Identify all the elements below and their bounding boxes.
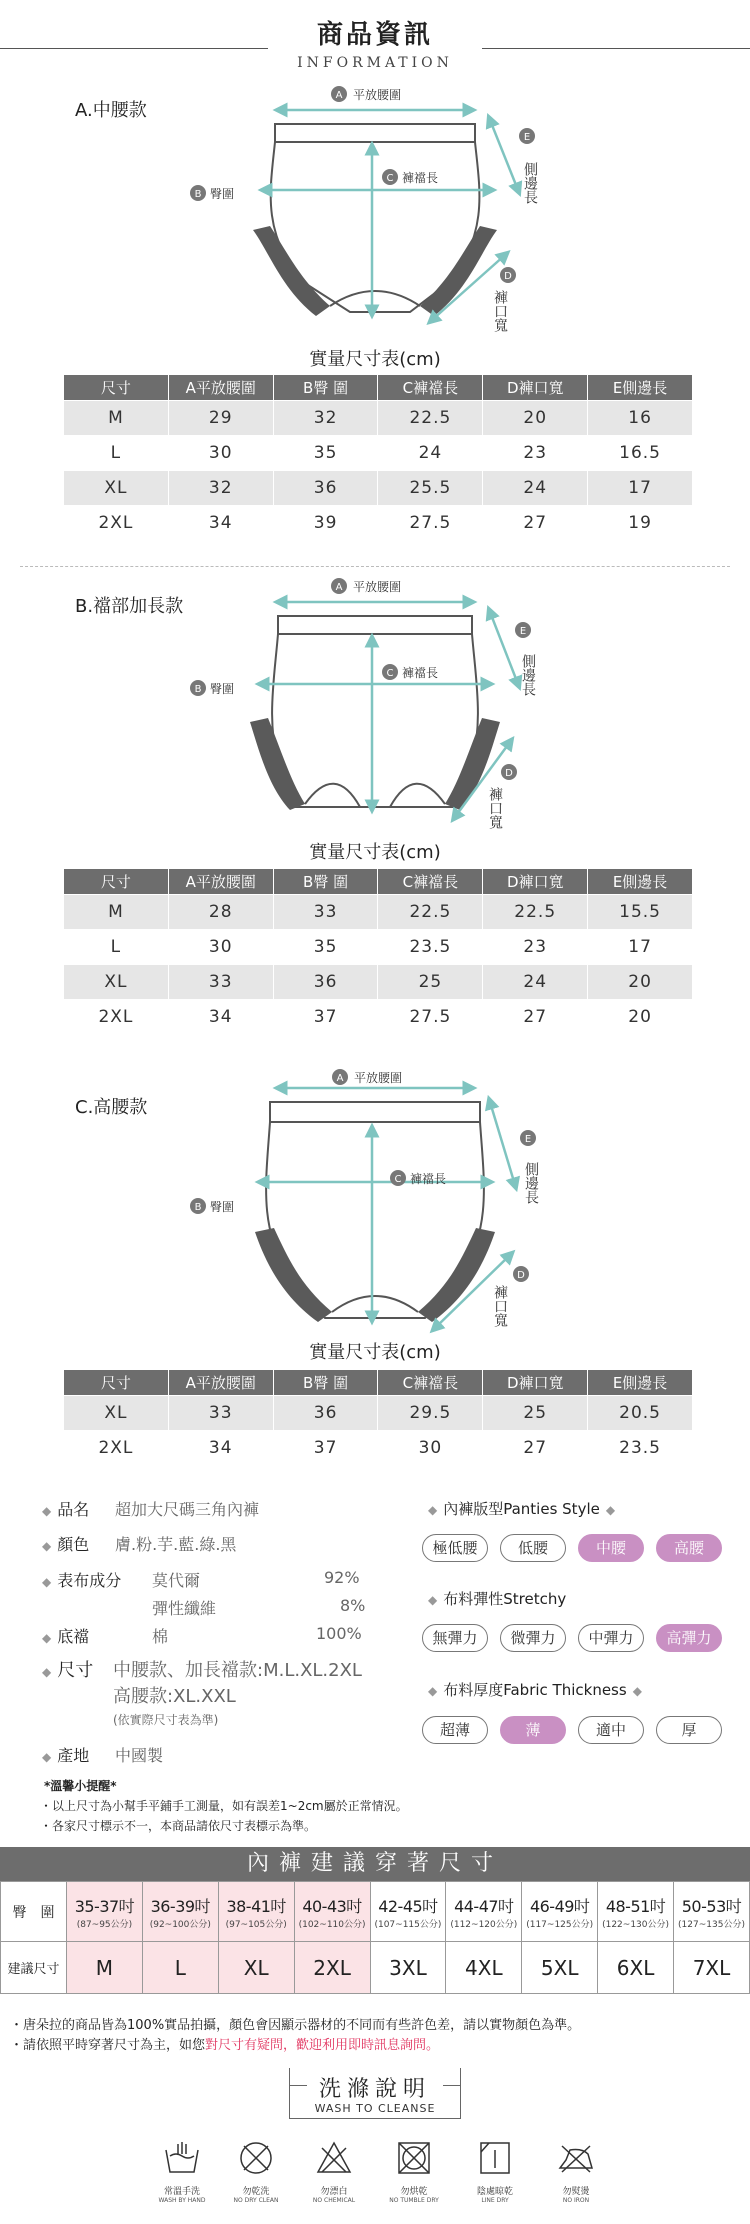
wash-item-tumble: 勿烘乾 NO TUMBLE DRY	[374, 2138, 454, 2204]
svg-text:褲襠長: 褲襠長	[410, 1172, 447, 1186]
svg-text:E: E	[523, 132, 531, 143]
no-dry-clean-icon	[236, 2138, 276, 2178]
wash-item-hand: 常溫手洗 WASH BY HAND	[142, 2138, 222, 2204]
stretch-opt-4: 高彈力	[656, 1624, 722, 1652]
table-row: 臀 圍 35-37吋 (87~95公分) 36-39吋 (92~100公分) 38-41吋 (97~105公分) 40-43吋 (102~110公分) 42-45吋 (107~115公分) 44-47吋 (112~120公分) 46-49吋 (117~125公分) 48-51吋 (122~130公分) 50-53吋 (127~135公分)	[1, 1882, 750, 1942]
diagram-a	[0, 80, 750, 340]
table-row: XL 33 36 29.5 25 20.5	[64, 1396, 693, 1431]
info-color-value: 膚.粉.芋.藍.綠.黑	[115, 1535, 237, 1554]
svg-text:E: E	[524, 1134, 532, 1145]
style-a-label: A.中腰款	[75, 100, 147, 121]
svg-text:B: B	[194, 1202, 202, 1213]
stretch-head: ◆ 布料彈性Stretchy	[428, 1590, 567, 1608]
svg-text:側邊長: 側邊長	[522, 162, 538, 204]
page-title: 商品資訊	[316, 20, 433, 50]
wash-subtitle: WASH TO CLEANSE	[314, 2102, 436, 2115]
stretch-opt-1: 無彈力	[422, 1624, 488, 1652]
wash-item-linedry: 陰處晾乾 LINE DRY	[455, 2138, 535, 2204]
footer-line-2: ・請依照平時穿著尺寸為主，如您對尺寸有疑問，歡迎利用即時訊息詢問。	[10, 2038, 440, 2053]
label-a: A	[335, 90, 343, 101]
wash-item-iron: 勿熨燙 NO IRON	[536, 2138, 616, 2204]
diagram-c	[0, 1060, 750, 1338]
style-b-label: B.襠部加長款	[75, 596, 184, 617]
panties-style-head: ◆ 內褲版型Panties Style ◆	[428, 1500, 616, 1518]
table-row: XL 32 36 25.5 24 17	[64, 471, 693, 506]
svg-text:A: A	[336, 1073, 344, 1084]
info-size: ◆ 尺寸	[42, 1660, 94, 1681]
info-origin: ◆ 產地	[42, 1746, 90, 1765]
no-bleach-icon	[314, 2138, 354, 2178]
size-table-c: 尺寸 A平放腰圍 B臀 圍 C褲襠長 D褲口寬 E側邊長 XL 33 36 29.5 25 20.5 2XL 34 37 30 27 23.5	[63, 1369, 693, 1466]
info-name-value: 超加大尺碼三角內褲	[115, 1500, 260, 1519]
divider	[20, 566, 730, 567]
svg-text:C: C	[394, 1174, 402, 1185]
table-row: 2XL 34 37 30 27 23.5	[64, 1431, 693, 1466]
svg-text:C: C	[386, 668, 394, 679]
line-dry-icon	[475, 2138, 515, 2178]
thick-opt-2: 薄	[500, 1716, 566, 1744]
table-c-title: 實量尺寸表(cm)	[309, 1342, 441, 1363]
info-bottom: ◆ 底襠	[42, 1627, 90, 1646]
diagram-b	[0, 572, 750, 834]
svg-text:D: D	[505, 768, 513, 779]
reminder-line-1: ・以上尺寸為小幫手平鋪手工測量，如有誤差1~2cm屬於正常情況。	[40, 1799, 408, 1813]
svg-text:褲口寬: 褲口寬	[487, 787, 503, 829]
style-opt-3: 中腰	[578, 1534, 644, 1562]
table-row: L 30 35 24 23 16.5	[64, 436, 693, 471]
no-iron-icon	[556, 2138, 596, 2178]
svg-text:C: C	[386, 173, 394, 184]
svg-text:褲襠長: 褲襠長	[402, 171, 439, 185]
svg-text:褲口寬: 褲口寬	[492, 1285, 508, 1327]
rec-table	[0, 1881, 750, 1994]
hand-wash-icon	[162, 2138, 202, 2178]
stretch-opt-2: 微彈力	[500, 1624, 566, 1652]
table-b-title: 實量尺寸表(cm)	[309, 842, 441, 863]
svg-text:臀圍: 臀圍	[210, 187, 235, 201]
wash-item-bleach: 勿漂白 NO CHEMICAL	[294, 2138, 374, 2204]
size-table-a: 尺寸 A平放腰圍 B臀 圍 C褲襠長 D褲口寬 E側邊長 M 29 32 22.5 20 16 L 30 35 24 23 16.5 XL 32 36 25.5 24 17 2XL 34 39 27.5 27 19	[63, 374, 693, 541]
rec-title: 內褲建議穿著尺寸	[0, 1847, 750, 1881]
table-row: M 29 32 22.5 20 16	[64, 401, 693, 436]
table-row: M 28 33 22.5 22.5 15.5	[64, 895, 693, 930]
stretch-opt-3: 中彈力	[578, 1624, 644, 1652]
page-subtitle: INFORMATION	[297, 55, 453, 71]
no-tumble-dry-icon	[394, 2138, 434, 2178]
style-c-label: C.高腰款	[75, 1097, 148, 1118]
info-name: ◆ 品名	[42, 1500, 90, 1519]
svg-text:臀圍: 臀圍	[210, 1200, 235, 1214]
svg-text:側邊長: 側邊長	[520, 654, 536, 696]
table-row: L 30 35 23.5 23 17	[64, 930, 693, 965]
svg-text:側邊長: 側邊長	[523, 1162, 539, 1204]
table-a-title: 實量尺寸表(cm)	[309, 349, 441, 370]
wash-item-dryclean: 勿乾洗 NO DRY CLEAN	[216, 2138, 296, 2204]
thick-opt-3: 適中	[578, 1716, 644, 1744]
reminder-title: *溫馨小提醒*	[44, 1779, 117, 1793]
wash-title: 洗滌說明	[318, 2077, 431, 2102]
table-row: 2XL 34 37 27.5 27 20	[64, 1000, 693, 1035]
table-row: 2XL 34 39 27.5 27 19	[64, 506, 693, 541]
svg-text:E: E	[519, 626, 527, 637]
thick-opt-1: 超薄	[422, 1716, 488, 1744]
svg-text:平放腰圍: 平放腰圍	[353, 88, 402, 102]
size-table-b: 尺寸 A平放腰圍 B臀 圍 C褲襠長 D褲口寬 E側邊長 M 28 33 22.5 22.5 15.5 L 30 35 23.5 23 17 XL 33 36 25 24 20 2XL 34 37 27.5 27 20	[63, 868, 693, 1035]
style-opt-4: 高腰	[656, 1534, 722, 1562]
style-opt-1: 極低腰	[422, 1534, 488, 1562]
svg-text:褲襠長: 褲襠長	[402, 666, 439, 680]
svg-text:D: D	[517, 1270, 525, 1281]
svg-text:臀圍: 臀圍	[210, 682, 235, 696]
svg-text:B: B	[194, 189, 202, 200]
thickness-head: ◆ 布料厚度Fabric Thickness ◆	[428, 1681, 642, 1699]
table-row: 建議尺寸 M L XL 2XL 3XL 4XL 5XL 6XL 7XL	[1, 1942, 750, 1994]
table-row: XL 33 36 25 24 20	[64, 965, 693, 1000]
svg-text:A: A	[335, 582, 343, 593]
style-opt-2: 低腰	[500, 1534, 566, 1562]
footer-line-1: ・唐朵拉的商品皆為100%實品拍攝，顏色會因顯示器材的不同而有些許色差，請以實物顏色為準。	[10, 2018, 581, 2033]
reminder-line-2: ・各家尺寸標示不一，本商品請依尺寸表標示為準。	[40, 1819, 317, 1833]
svg-text:平放腰圍: 平放腰圍	[353, 580, 402, 594]
svg-text:B: B	[194, 684, 202, 695]
info-color: ◆ 顏色	[42, 1535, 90, 1554]
thick-opt-4: 厚	[656, 1716, 722, 1744]
info-fabric: ◆ 表布成分	[42, 1571, 122, 1590]
svg-text:平放腰圍: 平放腰圍	[354, 1071, 403, 1085]
svg-text:D: D	[504, 271, 512, 282]
svg-text:褲口寬: 褲口寬	[492, 290, 508, 332]
